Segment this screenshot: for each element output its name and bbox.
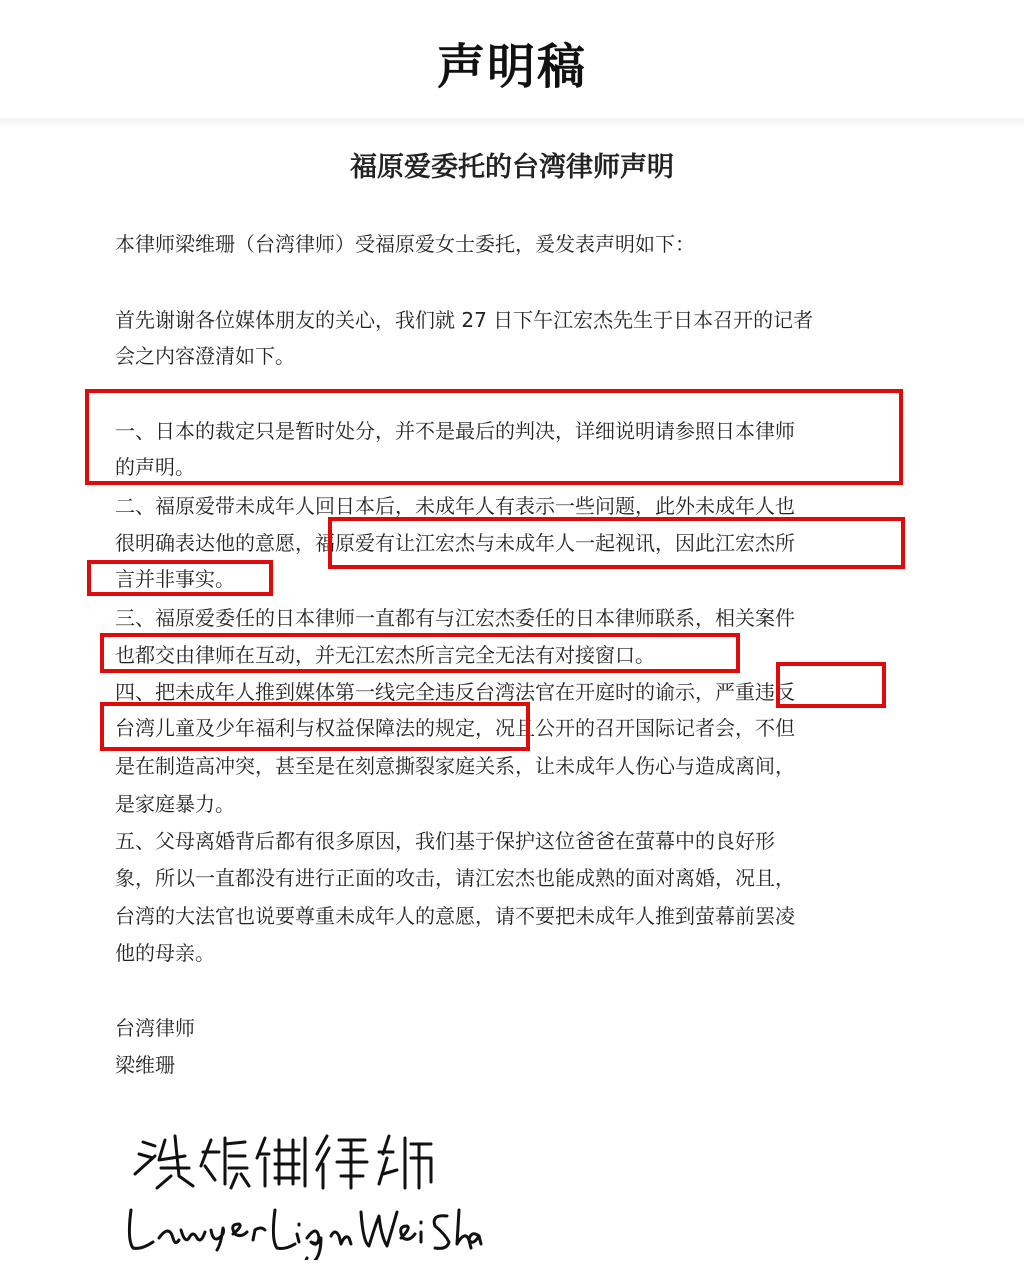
point4-line-4: 是家庭暴力。 — [115, 792, 235, 816]
closing-name: 梁维珊 — [115, 1053, 175, 1077]
preface-line-2: 会之内容澄清如下。 — [115, 344, 295, 368]
point2-line-3: 言并非事实。 — [115, 567, 235, 591]
point5-line-1: 五、父母离婚背后都有很多原因，我们基于保护这位爸爸在萤幕中的良好形 — [115, 829, 775, 853]
preface-line-1: 首先谢谢各位媒体朋友的关心，我们就 27 日下午江宏杰先生于日本召开的记者 — [115, 308, 814, 332]
document-title: 福原爱委托的台湾律师声明 — [350, 152, 674, 183]
page-heading: 声明稿 — [436, 39, 587, 95]
point4-line-3: 是在制造高冲突，甚至是在刻意撕裂家庭关系，让未成年人伤心与造成离间， — [115, 754, 795, 778]
point5-line-3: 台湾的大法官也说要尊重未成年人的意愿，请不要把未成年人推到萤幕前罢凌 — [115, 904, 795, 928]
point5-line-4: 他的母亲。 — [115, 941, 215, 965]
point2-line-1: 二、福原爱带未成年人回日本后，未成年人有表示一些问题，此外未成年人也 — [115, 494, 795, 518]
intro-line: 本律师梁维珊（台湾律师）受福原爱女士委托，爰发表声明如下： — [115, 232, 695, 256]
highlight-box-point4a — [776, 662, 886, 708]
point4-line-2: 台湾儿童及少年福利与权益保障法的规定，况且公开的召开国际记者会，不但 — [115, 716, 795, 740]
point2-line-2: 很明确表达他的意愿，福原爱有让江宏杰与未成年人一起视讯，因此江宏杰所 — [115, 531, 795, 555]
highlight-box-point4b — [100, 702, 530, 751]
highlight-box-point2b — [87, 560, 273, 596]
point1-line-2: 的声明。 — [115, 455, 195, 479]
header-divider — [0, 118, 1024, 128]
highlight-box-point2a — [328, 517, 905, 569]
point3-line-1: 三、福原爱委任的日本律师一直都有与江宏杰委任的日本律师联系，相关案件 — [115, 606, 795, 630]
highlight-box-point3 — [100, 633, 740, 673]
point4-line-1: 四、把未成年人推到媒体第一线完全违反台湾法官在开庭时的谕示，严重违反 — [115, 680, 795, 704]
handwritten-signature — [125, 1130, 485, 1260]
highlight-box-point1 — [85, 389, 903, 485]
point1-line-1: 一、日本的裁定只是暂时处分，并不是最后的判决，详细说明请参照日本律师 — [115, 419, 795, 443]
closing-title: 台湾律师 — [115, 1016, 195, 1040]
point3-line-2: 也都交由律师在互动，并无江宏杰所言完全无法有对接窗口。 — [115, 643, 655, 667]
point5-line-2: 象，所以一直都没有进行正面的攻击，请江宏杰也能成熟的面对离婚，况且， — [115, 866, 795, 890]
